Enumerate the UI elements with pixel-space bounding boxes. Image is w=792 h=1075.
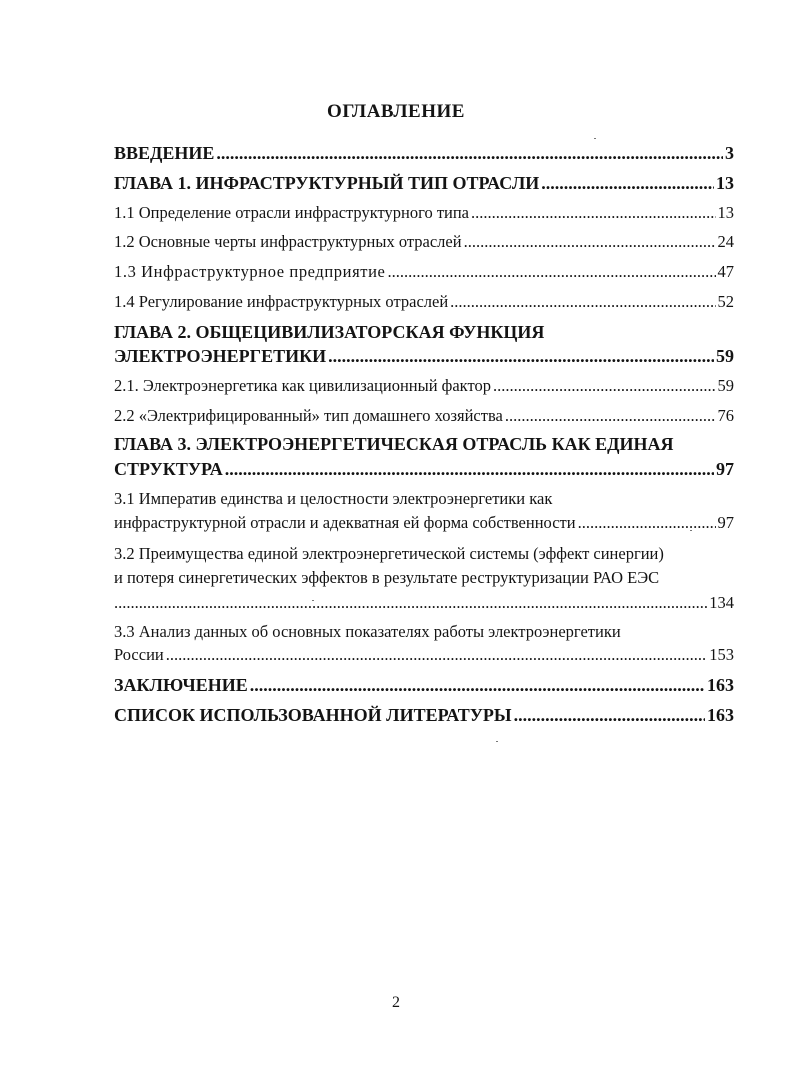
toc-entry-3-2-line1: 3.2 Преимущества единой электроэнергетической системы (эффект синергии): [114, 544, 664, 563]
toc-entry-page: 59: [716, 346, 734, 366]
toc-entry-title: инфраструктурной отрасли и адекватная ей форма собственности: [114, 513, 576, 532]
toc-entry-3-3-line1: 3.3 Анализ данных об основных показателях работы электроэнергетики: [114, 622, 621, 641]
dot-leader: [166, 645, 708, 665]
dot-leader: [450, 292, 715, 312]
toc-entry-2-1: [114, 376, 734, 396]
toc-entry-3-2-line2: и потеря синергетических эффектов в результате реструктуризации РАО ЕЭС: [114, 568, 660, 587]
toc-entry-conclusion: [114, 675, 734, 696]
dot-leader: [578, 513, 716, 533]
scan-speck: [312, 600, 314, 601]
toc-entry-3-2: [114, 593, 734, 613]
toc-entry-title: ВВЕДЕНИЕ: [114, 143, 215, 163]
toc-entry-title: ЭЛЕКТРОЭНЕРГЕТИКИ: [114, 346, 327, 366]
dot-leader: [250, 675, 705, 696]
dot-leader: [387, 262, 715, 282]
toc-entry-page: 3: [725, 143, 734, 163]
dot-leader: [514, 705, 705, 726]
toc-entry-3-1-line1: 3.1 Императив единства и целостности электроэнергетики как: [114, 489, 553, 508]
dot-leader: [541, 173, 714, 194]
toc-entry-title: 1.3 Инфраструктурное предприятие: [114, 262, 386, 281]
toc-entry-page: 153: [709, 645, 734, 664]
toc-entry-chapter-2-line1: ГЛАВА 2. ОБЩЕЦИВИЛИЗАТОРСКАЯ ФУНКЦИЯ: [114, 322, 545, 342]
toc-entry-page: 52: [717, 292, 734, 311]
page-number: 2: [392, 994, 400, 1011]
dot-leader: [505, 406, 716, 426]
toc-entry-title: 2.1. Электроэнергетика как цивилизационный фактор: [114, 376, 491, 395]
dot-leader: [328, 346, 714, 367]
toc-entry-title: СПИСОК ИСПОЛЬЗОВАННОЙ ЛИТЕРАТУРЫ: [114, 705, 512, 725]
dot-leader: [114, 593, 707, 613]
toc-entry-title: 1.4 Регулирование инфраструктурных отраслей: [114, 292, 449, 311]
toc-entry-page: 76: [717, 406, 734, 425]
dot-leader: [471, 203, 715, 223]
toc-entry-title: ЗАКЛЮЧЕНИЕ: [114, 675, 248, 695]
toc-entry-title: СТРУКТУРА: [114, 459, 223, 479]
toc-entry-page: 97: [717, 513, 734, 532]
dot-leader: [225, 459, 714, 480]
dot-leader: [464, 232, 716, 252]
toc-entry-title: 1.1 Определение отрасли инфраструктурного типа: [114, 203, 470, 222]
toc-entry-3-3: [114, 645, 734, 665]
toc-entry-page: 59: [717, 376, 734, 395]
toc-entry-title: 2.2 «Электрифицированный» тип домашнего хозяйства: [114, 406, 503, 425]
toc-entry-introduction: [114, 143, 734, 164]
toc-entry-chapter-1: [114, 173, 734, 194]
toc-entry-title: 1.2 Основные черты инфраструктурных отраслей: [114, 232, 462, 251]
toc-entry-page: 13: [717, 203, 734, 222]
toc-entry-1-4: [114, 292, 734, 312]
toc-entry-chapter-3-line1: ГЛАВА 3. ЭЛЕКТРОЭНЕРГЕТИЧЕСКАЯ ОТРАСЛЬ КАК ЕДИНАЯ: [114, 434, 674, 454]
toc-entry-3-1: [114, 513, 734, 533]
toc-entry-page: 24: [717, 232, 734, 251]
scan-speck: [690, 530, 692, 531]
toc-entry-page: 163: [707, 675, 734, 695]
toc-entry-page: 13: [716, 173, 734, 193]
toc-entry-chapter-3: [114, 459, 734, 480]
toc-title: ОГЛАВЛЕНИЕ: [327, 101, 465, 122]
toc-entry-bibliography: [114, 705, 734, 726]
toc-entry-page: 134: [709, 593, 734, 612]
toc-entry-1-1: [114, 203, 734, 223]
scan-speck: [496, 741, 498, 742]
toc-entry-2-2: [114, 406, 734, 426]
toc-entry-page: 97: [716, 459, 734, 479]
scan-speck: [594, 138, 596, 139]
dot-leader: [493, 376, 716, 396]
toc-entry-page: 163: [707, 705, 734, 725]
toc-entry-1-3: [114, 262, 734, 282]
toc-entry-title: России: [114, 645, 164, 664]
toc-entry-page: 47: [717, 262, 734, 281]
toc-entry-title: ГЛАВА 1. ИНФРАСТРУКТУРНЫЙ ТИП ОТРАСЛИ: [114, 173, 540, 193]
toc-entry-chapter-2: [114, 346, 734, 367]
dot-leader: [216, 143, 723, 164]
toc-entry-1-2: [114, 232, 734, 252]
